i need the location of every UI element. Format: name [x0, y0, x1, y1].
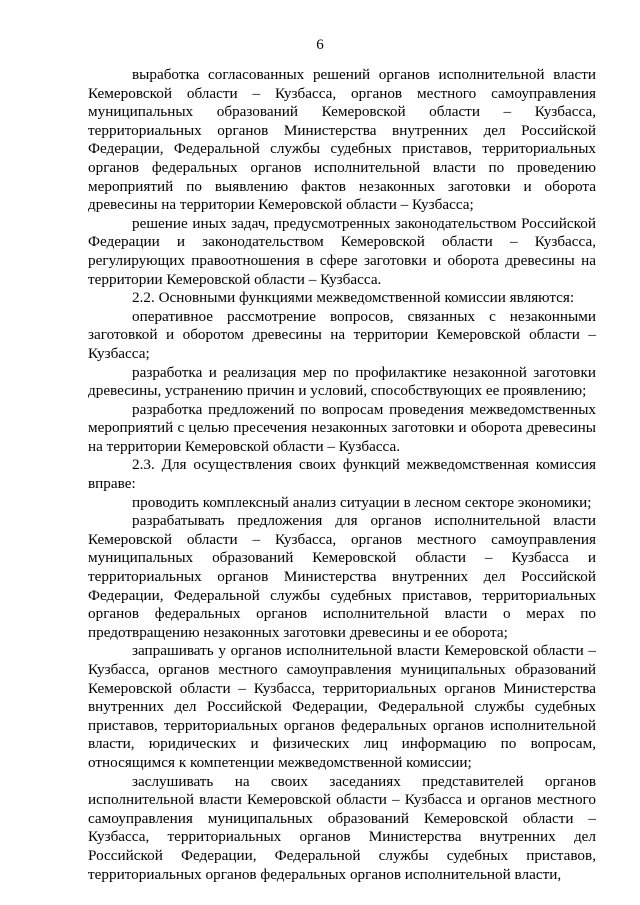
paragraph-decision-making: выработка согласованных решений органов исполнительной власти Кемеровской области – Кузбасса, органов местного самоуправления муниципальных образований Кемеровской области – Кузбасса, территориальных органов Министерства внутренних дел Российской Федерации, Федеральной службы судебных приставов, территориальных органов федеральных органов исполнительной власти по проведению мероприятий по выявлению фактов незаконных заготовки и оборота древесины на территории Кемеровской области – Кузбасса; [88, 66, 596, 214]
paragraph-request-information: запрашивать у органов исполнительной власти Кемеровской области – Кузбасса, органов местного самоуправления муниципальных образований Кемеровской области – Кузбасса, территориальных органов Министерства внутренних дел Российской Федерации, Федеральной службы судебных приставов, территориальных органов федеральных органов исполнительной власти, юридических и физических лиц информацию по вопросам, относящимся к компетенции межведомственной комиссии; [88, 642, 596, 771]
paragraph-develop-proposals: разрабатывать предложения для органов исполнительной власти Кемеровской области – Кузбасса, органов местного самоуправления муниципальных образований Кемеровской области – Кузбасса и территориальных органов Министерства внутренних дел Российской Федерации, Федеральной службы судебных приставов, территориальных органов федеральных органов исполнительной власти о мерах по предотвращению незаконных заготовки древесины и ее оборота; [88, 512, 596, 641]
paragraph-section-2-2: 2.2. Основными функциями межведомственной комиссии являются: [132, 289, 575, 307]
paragraph-operative-review: оперативное рассмотрение вопросов, связанных с незаконными заготовкой и оборотом древесины на территории Кемеровской области – Кузбасса; [88, 307, 596, 362]
paragraph-other-tasks: решение иных задач, предусмотренных законодательством Российской Федерации и законодательством Кемеровской области – Кузбасса, регулирующих правоотношения в сфере заготовки и оборота древесины на территории Кемеровской области – Кузбасса. [88, 214, 596, 288]
document-body [88, 66, 596, 884]
page-number: 6 [316, 37, 324, 53]
paragraph-analysis: проводить комплексный анализ ситуации в лесном секторе экономики; [132, 493, 592, 511]
paragraph-hear-representatives: заслушивать на своих заседаниях представителей органов исполнительной власти Кемеровской области – Кузбасса и органов местного самоуправления муниципальных образований Кемеровской области – Кузбасса, территориальных органов Министерства внутренних дел Российской Федерации, Федеральной службы судебных приставов, территориальных органов федеральных органов исполнительной власти, [88, 772, 596, 883]
paragraph-proposals: разработка предложений по вопросам проведения межведомственных мероприятий с целью пресечения незаконных заготовки и оборота древесины на территории Кемеровской области – Кузбасса. [88, 400, 596, 455]
paragraph-prevention-measures: разработка и реализация мер по профилактике незаконной заготовки древесины, устранению причин и условий, способствующих ее проявлению; [88, 363, 596, 400]
paragraph-section-2-3: 2.3. Для осуществления своих функций межведомственная комиссия вправе: [88, 456, 596, 493]
